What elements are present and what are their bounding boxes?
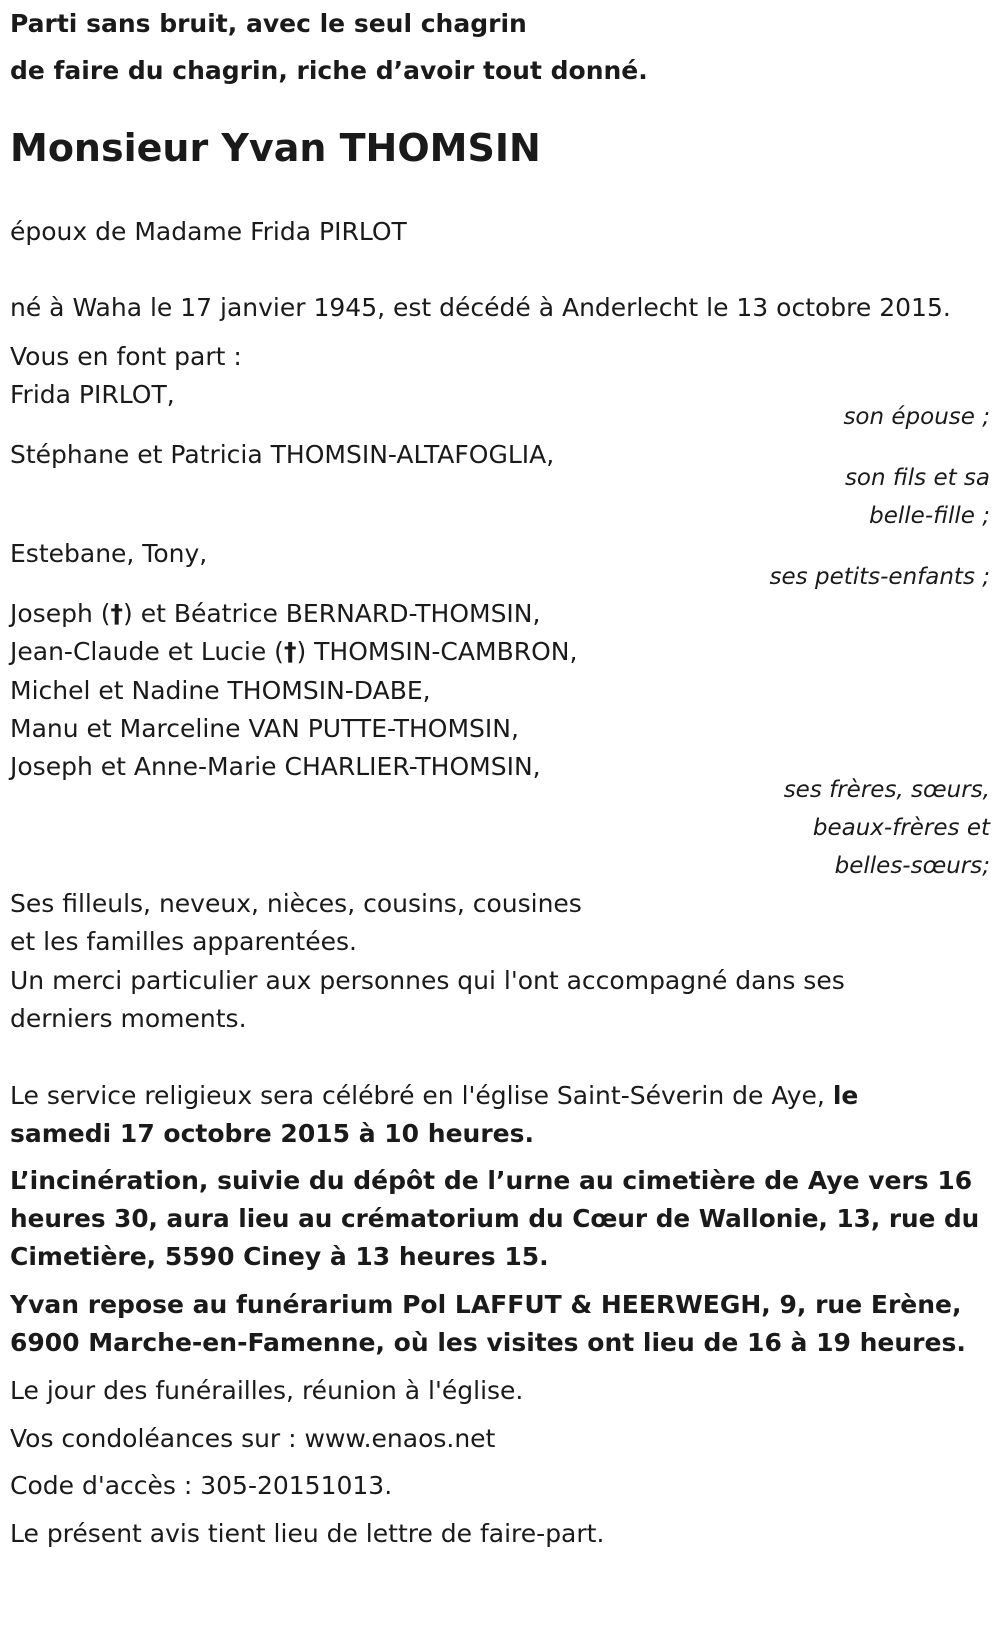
- sibling-row-3: Michel et Nadine THOMSIN-DABE,: [10, 676, 431, 705]
- sibling-row-1-post: ) et Béatrice BERNARD-THOMSIN,: [123, 599, 541, 628]
- service-line-1-text: Le service religieux sera célébré en l'église Saint-Séverin de Aye,: [10, 1081, 833, 1110]
- funeral-meeting: Le jour des funérailles, réunion à l'église.: [10, 1376, 524, 1405]
- sibling-row-2-post: ) THOMSIN-CAMBRON,: [296, 637, 578, 666]
- spouse-line: époux de Madame Frida PIRLOT: [10, 217, 407, 246]
- siblings-role-1: ses frères, sœurs,: [783, 777, 990, 803]
- deceased-cross-icon: †: [110, 599, 123, 628]
- siblings-role-2: beaux-frères et: [812, 815, 990, 841]
- notice-line: Le présent avis tient lieu de lettre de faire-part.: [10, 1519, 605, 1548]
- sibling-row-1-pre: Joseph (: [10, 599, 111, 628]
- funerarium-line-2: 6900 Marche-en-Famenne, où les visites ont lieu de 16 à 19 heures.: [10, 1328, 966, 1357]
- cremation-line-2: heures 30, aura lieu au crématorium du Cœur de Wallonie, 13, rue du: [10, 1204, 980, 1233]
- birth-death-line: né à Waha le 17 janvier 1945, est décédé à Anderlecht le 13 octobre 2015.: [10, 293, 951, 322]
- funerarium-line-1: Yvan repose au funérarium Pol LAFFUT & HEERWEGH, 9, rue Erène,: [10, 1290, 962, 1319]
- sibling-row-2-pre: Jean-Claude et Lucie (: [10, 637, 284, 666]
- family-intro: Vous en font part :: [10, 342, 242, 371]
- family-wife-role: son épouse ;: [843, 404, 990, 430]
- service-line-1: [10, 1081, 858, 1111]
- family-son-name: Stéphane et Patricia THOMSIN-ALTAFOGLIA,: [10, 440, 555, 469]
- thanks-line-1: Un merci particulier aux personnes qui l'ont accompagné dans ses: [10, 966, 845, 995]
- family-son-role-2: belle-fille ;: [869, 503, 990, 529]
- deceased-cross-icon: †: [283, 637, 297, 666]
- epitaph-line-2: de faire du chagrin, riche d’avoir tout donné.: [10, 56, 648, 85]
- sibling-row-4: Manu et Marceline VAN PUTTE-THOMSIN,: [10, 714, 519, 743]
- others-line-2: et les familles apparentées.: [10, 927, 357, 956]
- deceased-name: Monsieur Yvan THOMSIN: [10, 126, 541, 170]
- cremation-line-1: L’incinération, suivie du dépôt de l’urne au cimetière de Aye vers 16: [10, 1166, 973, 1195]
- family-grandchildren-role: ses petits-enfants ;: [769, 564, 990, 590]
- service-line-1-bold: le: [832, 1081, 859, 1110]
- sibling-row-2: [10, 637, 577, 667]
- sibling-row-5: Joseph et Anne-Marie CHARLIER-THOMSIN,: [10, 752, 541, 781]
- condolences-line: Vos condoléances sur : www.enaos.net: [10, 1424, 496, 1453]
- siblings-role-3: belles-sœurs;: [834, 853, 990, 879]
- cremation-line-3: Cimetière, 5590 Ciney à 13 heures 15.: [10, 1242, 549, 1271]
- family-wife-name: Frida PIRLOT,: [10, 380, 175, 409]
- epitaph-line-1: Parti sans bruit, avec le seul chagrin: [10, 9, 527, 38]
- family-grandchildren-name: Estebane, Tony,: [10, 539, 208, 568]
- family-son-role-1: son fils et sa: [844, 465, 990, 491]
- sibling-row-1: [10, 599, 540, 629]
- others-line-1: Ses filleuls, neveux, nièces, cousins, cousines: [10, 889, 582, 918]
- access-code-line: Code d'accès : 305-20151013.: [10, 1471, 393, 1500]
- thanks-line-2: derniers moments.: [10, 1004, 247, 1033]
- service-line-2: samedi 17 octobre 2015 à 10 heures.: [10, 1119, 534, 1148]
